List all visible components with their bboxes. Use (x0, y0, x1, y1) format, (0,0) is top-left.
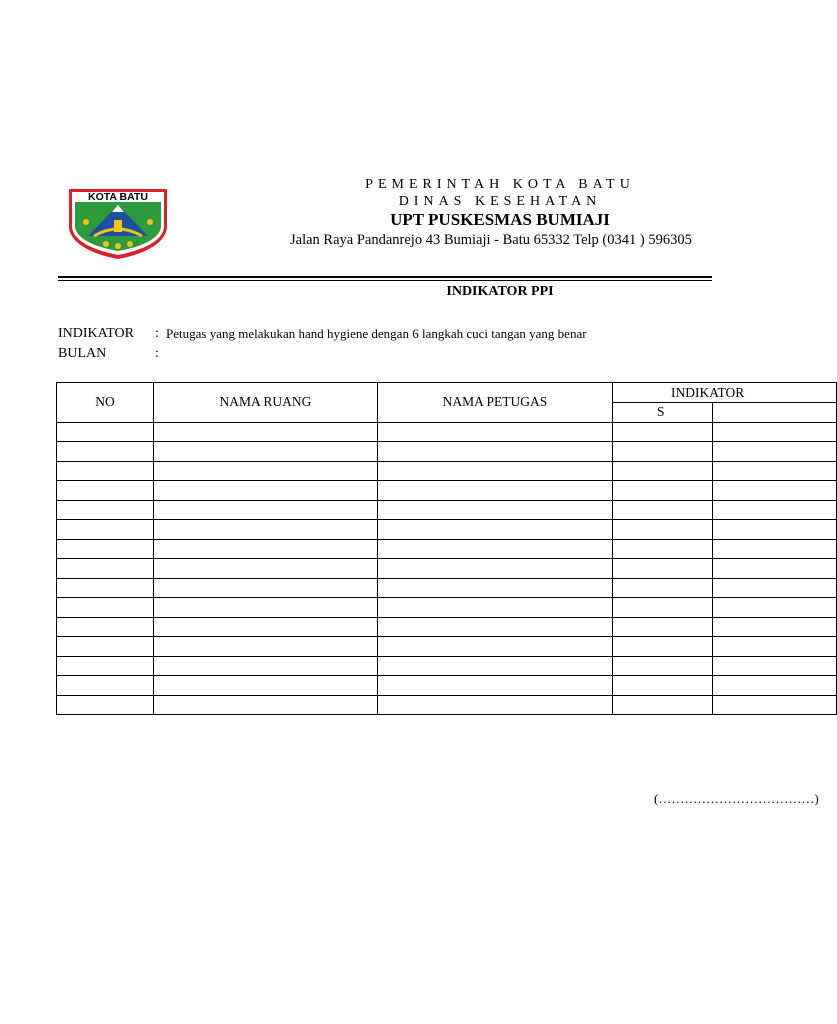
table-cell[interactable] (378, 481, 613, 501)
table-row (57, 598, 837, 618)
logo-text: KOTA BATU (88, 191, 148, 203)
table-cell[interactable] (154, 520, 378, 540)
table-cell[interactable] (613, 500, 713, 520)
table-cell[interactable] (57, 481, 154, 501)
table-cell[interactable] (713, 422, 837, 442)
header-divider-thick (58, 276, 712, 278)
table-cell[interactable] (713, 539, 837, 559)
table-cell[interactable] (613, 656, 713, 676)
table-cell[interactable] (713, 598, 837, 618)
table-cell[interactable] (713, 695, 837, 715)
header-ts (713, 403, 837, 423)
table-cell[interactable] (613, 676, 713, 696)
indikator-table-body (57, 383, 837, 715)
table-cell[interactable] (713, 481, 837, 501)
table-cell[interactable] (613, 461, 713, 481)
signature-placeholder: (………………………………) (654, 791, 819, 806)
table-row (57, 422, 837, 442)
table-cell[interactable] (378, 578, 613, 598)
table-cell[interactable] (154, 461, 378, 481)
indikator-label: INDIKATOR (58, 326, 134, 341)
table-cell[interactable] (713, 442, 837, 462)
table-cell[interactable] (57, 422, 154, 442)
table-cell[interactable] (713, 656, 837, 676)
table-cell[interactable] (713, 520, 837, 540)
table-cell[interactable] (154, 676, 378, 696)
table-cell[interactable] (613, 617, 713, 637)
table-cell[interactable] (613, 481, 713, 501)
table-cell[interactable] (713, 617, 837, 637)
table-cell[interactable] (154, 442, 378, 462)
table-cell[interactable] (613, 520, 713, 540)
table-cell[interactable] (378, 695, 613, 715)
table-cell[interactable] (57, 598, 154, 618)
table-cell[interactable] (613, 695, 713, 715)
table-cell[interactable] (154, 481, 378, 501)
table-cell[interactable] (154, 695, 378, 715)
document-title: INDIKATOR PPI (446, 284, 554, 299)
table-cell[interactable] (57, 637, 154, 657)
header-nama-ruang: NAMA RUANG (154, 383, 378, 423)
table-row (57, 520, 837, 540)
table-cell[interactable] (713, 578, 837, 598)
table-cell[interactable] (57, 559, 154, 579)
table-cell[interactable] (613, 578, 713, 598)
table-cell[interactable] (57, 442, 154, 462)
table-cell[interactable] (378, 637, 613, 657)
table-cell[interactable] (378, 539, 613, 559)
bulan-label: BULAN (58, 346, 107, 361)
table-cell[interactable] (378, 656, 613, 676)
table-cell[interactable] (613, 539, 713, 559)
table-cell[interactable] (713, 461, 837, 481)
header-nama-petugas: NAMA PETUGAS (378, 383, 613, 423)
header-government: PEMERINTAH KOTA BATU (365, 177, 635, 192)
table-row (57, 559, 837, 579)
table-cell[interactable] (713, 637, 837, 657)
table-cell[interactable] (378, 461, 613, 481)
indikator-value: Petugas yang melakukan hand hygiene dengan 6 langkah cuci tangan yang benar (166, 326, 587, 341)
table-cell[interactable] (713, 676, 837, 696)
table-cell[interactable] (613, 637, 713, 657)
table-cell[interactable] (378, 500, 613, 520)
table-cell[interactable] (378, 442, 613, 462)
header-department: DINAS KESEHATAN (398, 194, 602, 209)
table-cell[interactable] (613, 559, 713, 579)
table-cell[interactable] (57, 617, 154, 637)
table-cell[interactable] (154, 617, 378, 637)
table-cell[interactable] (57, 695, 154, 715)
table-cell[interactable] (154, 637, 378, 657)
table-row (57, 637, 837, 657)
table-row (57, 617, 837, 637)
table-cell[interactable] (613, 422, 713, 442)
table-cell[interactable] (613, 442, 713, 462)
kota-batu-emblem-icon (66, 186, 170, 260)
table-cell[interactable] (57, 578, 154, 598)
table-cell[interactable] (378, 559, 613, 579)
table-row (57, 481, 837, 501)
header-no: NO (57, 383, 154, 423)
table-cell[interactable] (154, 559, 378, 579)
table-row (57, 656, 837, 676)
indikator-table (56, 382, 837, 715)
table-cell[interactable] (613, 598, 713, 618)
table-row (57, 539, 837, 559)
table-cell[interactable] (154, 656, 378, 676)
table-row (57, 695, 837, 715)
table-cell[interactable] (154, 539, 378, 559)
indikator-table-container (56, 382, 745, 722)
table-cell[interactable] (57, 656, 154, 676)
table-cell[interactable] (713, 559, 837, 579)
table-row (57, 461, 837, 481)
header-s: S (613, 403, 713, 423)
table-row (57, 500, 837, 520)
table-cell[interactable] (378, 422, 613, 442)
table-header-row (57, 383, 837, 403)
table-cell[interactable] (57, 461, 154, 481)
bulan-colon: : (155, 346, 159, 361)
table-cell[interactable] (378, 617, 613, 637)
table-cell[interactable] (378, 598, 613, 618)
table-cell[interactable] (57, 539, 154, 559)
table-row (57, 578, 837, 598)
table-cell[interactable] (154, 422, 378, 442)
table-cell[interactable] (713, 500, 837, 520)
header-divider-thin (58, 280, 712, 281)
table-row (57, 676, 837, 696)
table-cell[interactable] (57, 520, 154, 540)
table-cell[interactable] (154, 598, 378, 618)
table-cell[interactable] (57, 676, 154, 696)
indikator-colon: : (155, 326, 159, 341)
table-cell[interactable] (57, 500, 154, 520)
header-indikator: INDIKATOR (613, 383, 837, 403)
table-cell[interactable] (378, 676, 613, 696)
table-cell[interactable] (154, 578, 378, 598)
table-cell[interactable] (154, 500, 378, 520)
table-cell[interactable] (378, 520, 613, 540)
header-institution: UPT PUSKESMAS BUMIAJI (390, 210, 610, 229)
header-address: Jalan Raya Pandanrejo 43 Bumiaji - Batu 65332 Telp (0341 ) 596305 (290, 232, 692, 248)
table-row (57, 442, 837, 462)
